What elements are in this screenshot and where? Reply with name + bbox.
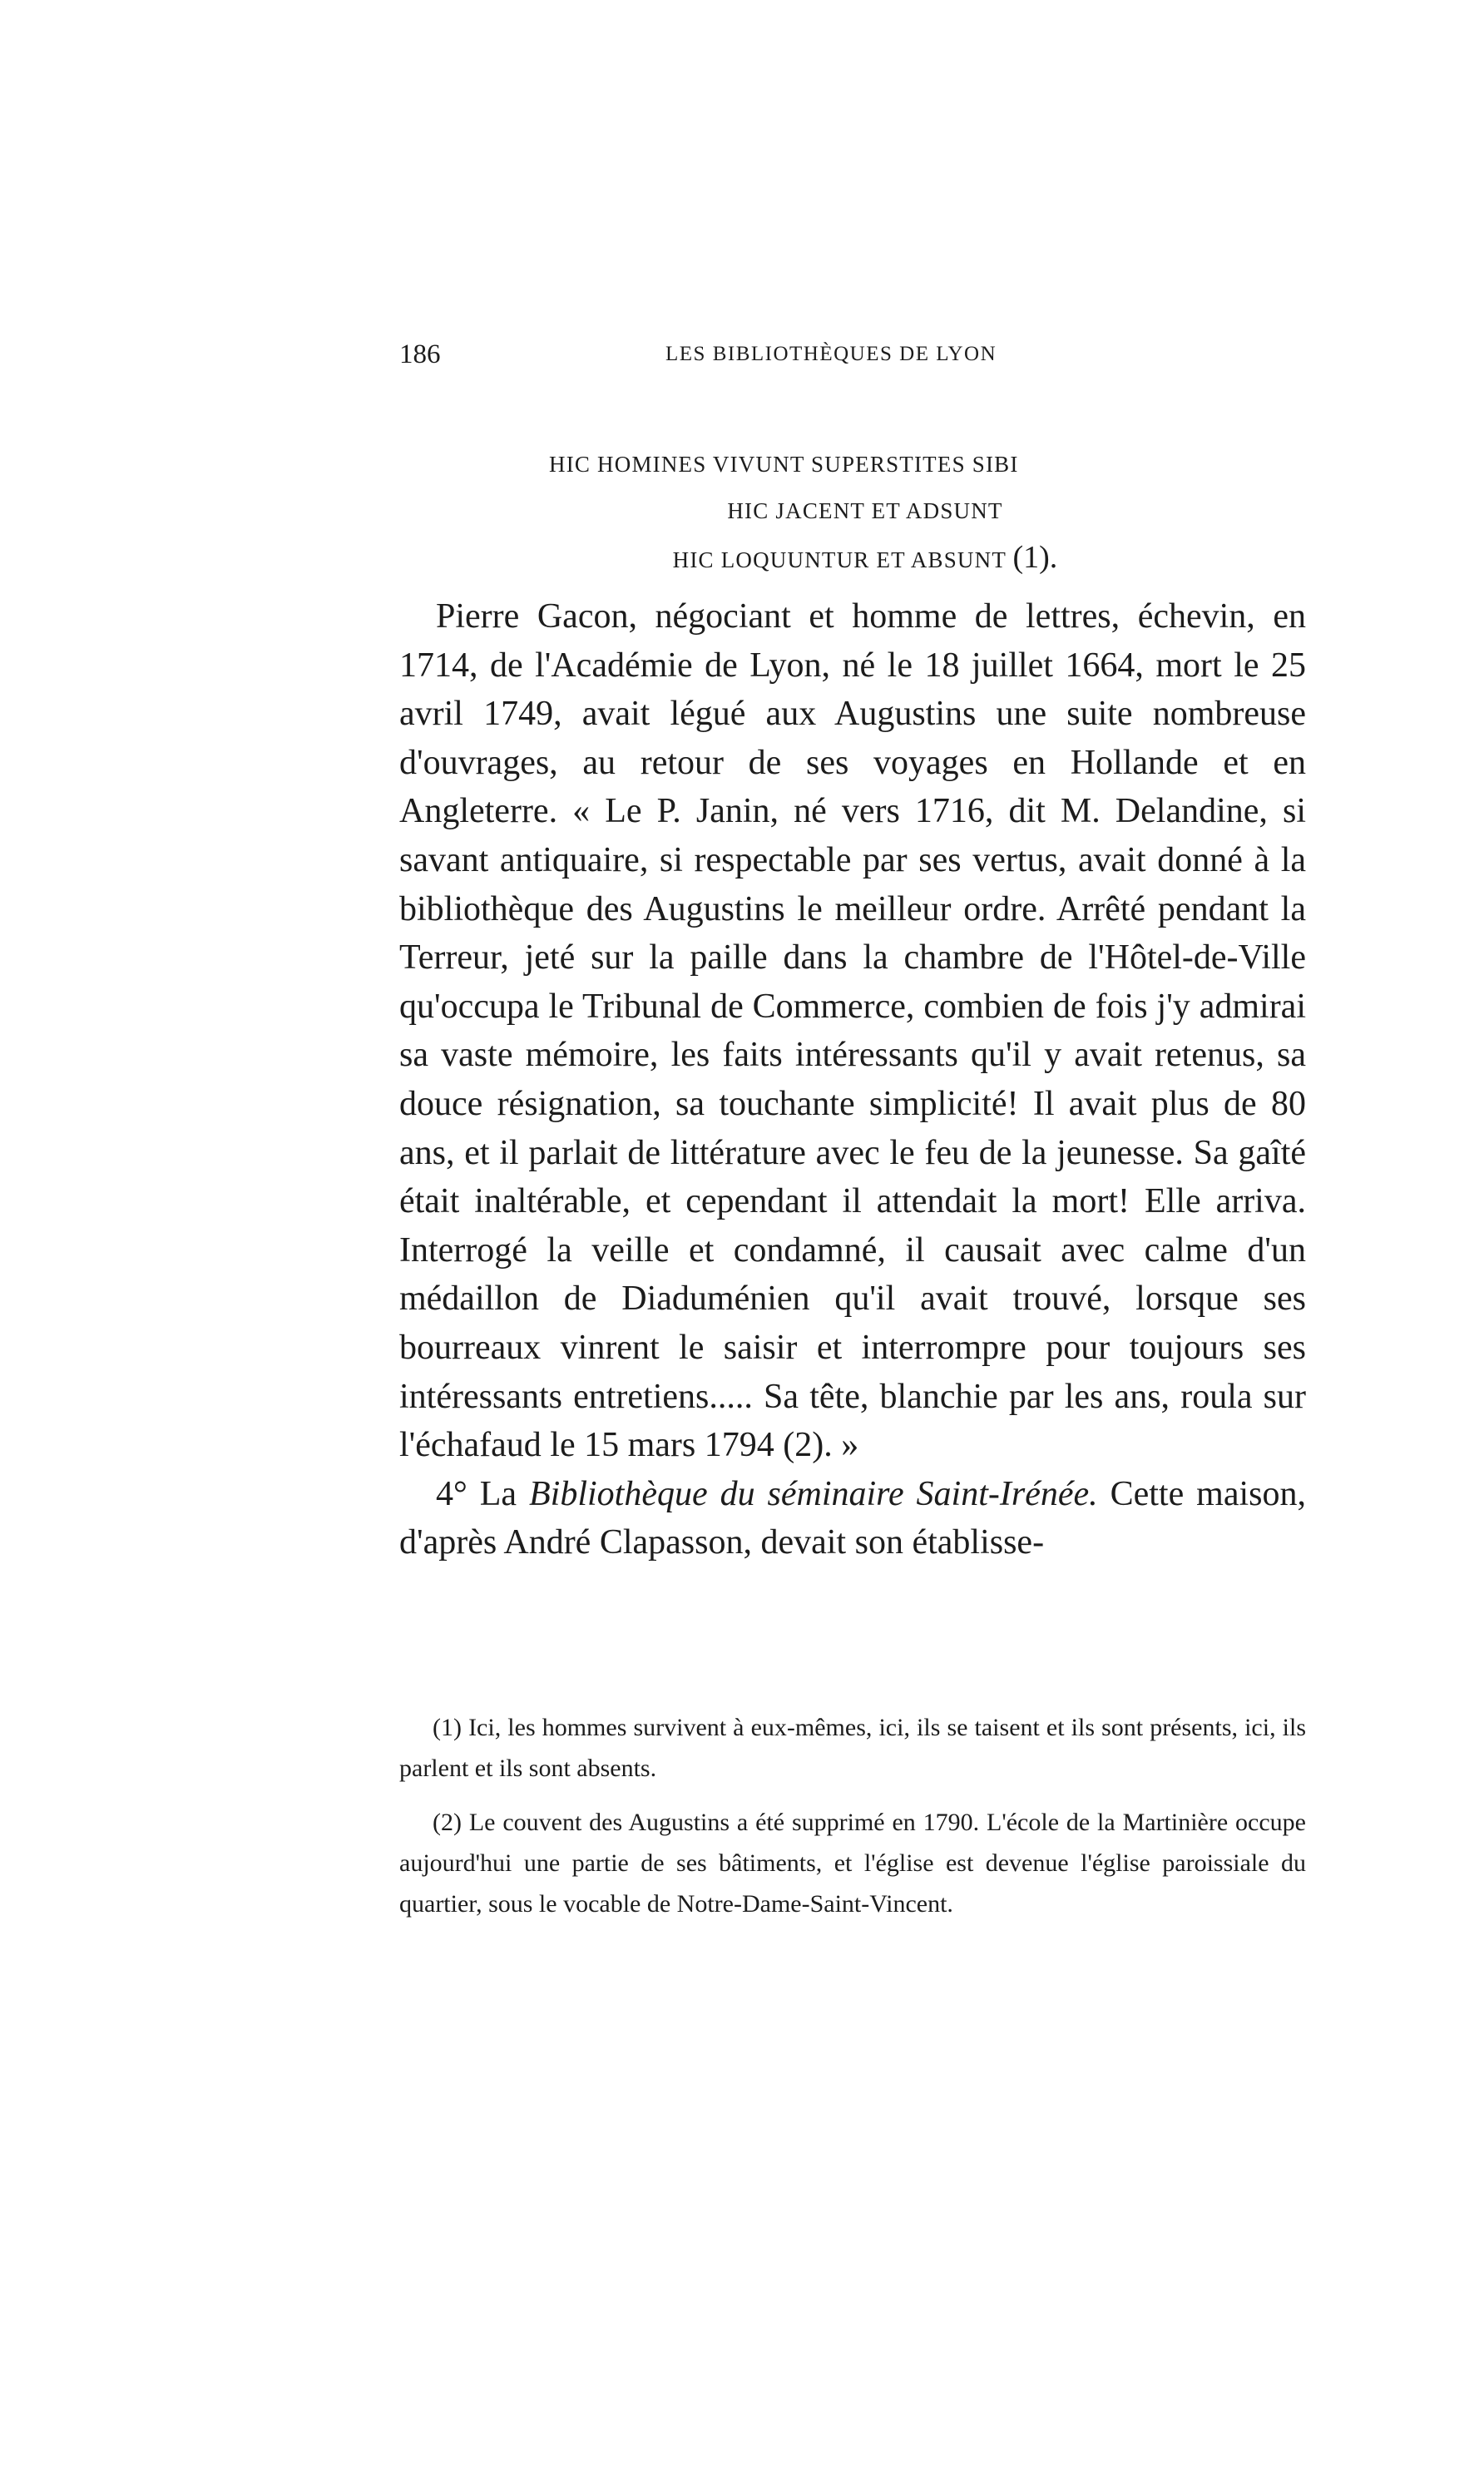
paragraph-gacon: Pierre Gacon, négociant et homme de lettres, échevin, en 1714, de l'Académie de Lyon, né le 18 juillet 1664, mort le 25 avril 1749, avait légué aux Augustins une suite nombreuse d'ouvrages, au retour de ses voyages en Hollande et en Angleterre. « Le P. Janin, né vers 1716, dit M. Delandine, si savant antiquaire, si respectable par ses vertus, avait donné à la bibliothèque des Augustins le meilleur ordre. Arrêté pendant la Terreur, jeté sur la paille dans la chambre de l'Hôtel-de-Ville qu'occupa le Tribunal de Commerce, combien de fois j'y admirai sa vaste mémoire, les faits intéressants qu'il y avait retenus, sa douce résignation, sa touchante simplicité! Il avait plus de 80 ans, et il parlait de littérature avec le feu de la jeunesse. Sa gaîté était inaltérable, et cependant il attendait la mort! Elle arriva. Interrogé la veille et condamné, il causait avec calme d'un médaillon de Diaduménien qu'il avait trouvé, lorsque ses bourreaux vinrent le saisir et interrompre pour toujours ses intéressants entretiens..... Sa tête, blanchie par les ans, roula sur l'échafaud le 15 mars 1794 (2). »	[399, 597, 1306, 1465]
footnotes	[399, 1707, 1306, 1938]
footnote-1: (1) Ici, les hommes survivent à eux-mêmes, ici, ils se taisent et ils sont présents, ici, ils parlent et ils sont absents.	[399, 1714, 1306, 1782]
epigraph-line-3	[532, 534, 1198, 583]
footnote-2: (2) Le couvent des Augustins a été supprimé en 1790. L'école de la Martinière occupe aujourd'hui une partie de ses bâtiments, et l'église est devenue l'église paroissiale du quartier, sous le vocable de Notre-Dame-Saint-Vincent.	[399, 1809, 1306, 1918]
epigraph-line-1: HIC HOMINES VIVUNT SUPERSTITES SIBI	[549, 452, 1019, 477]
running-title: LES BIBLIOTHÈQUES DE LYON	[665, 343, 997, 365]
paragraph-seminaire	[399, 1470, 1306, 1567]
body-text	[399, 592, 1306, 1567]
page-number: 186	[399, 339, 441, 369]
paragraph-seminaire-title: Bibliothèque du séminaire Saint-Irénée.	[529, 1474, 1098, 1513]
latin-epigraph	[532, 441, 1198, 583]
paragraph-seminaire-rest: Cette maison, d'après André Clapasson, devait son établisse-	[399, 1474, 1307, 1562]
epigraph-line-3-text: HIC LOQUUNTUR ET ABSUNT	[672, 547, 1007, 572]
footnote-ref-1: (1).	[1012, 540, 1058, 575]
page-header	[399, 339, 1339, 373]
paragraph-seminaire-lead: 4° La	[436, 1474, 529, 1513]
epigraph-line-2: HIC JACENT ET ADSUNT	[727, 498, 1003, 523]
